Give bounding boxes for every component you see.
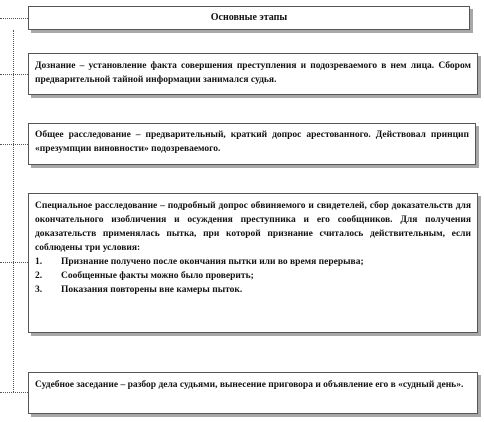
connector-vertical-line: [13, 30, 14, 392]
list-item-text: Показания повторены вне камеры пыток.: [61, 285, 243, 295]
list-item-number: 2.: [35, 271, 43, 281]
stage-text: Судебное заседание – разбор дела судьями, вынесение приговора и объявление его в «судный день».: [35, 380, 464, 390]
connector-line-stage-1: [0, 74, 28, 75]
connector-line-stage-4: [0, 392, 28, 393]
connector-line-stage-3: [0, 262, 28, 263]
list-item-number: 1.: [35, 257, 43, 267]
stage-text: Специальное расследование – подробный допрос обвиняемого и свидетелей, сбор доказательств для окончательного изобличения и осуждения преступника и его сообщников. Для получения доказательств применялась пытка, при которой признание считалось действительным, если соблюдены три условия:: [35, 201, 471, 253]
header-box: [28, 6, 470, 30]
list-item-text: Признание получено после окончания пытки или во время перерыва;: [61, 257, 364, 267]
list-item: [35, 283, 471, 297]
stage-box-court-session: [28, 372, 478, 414]
list-item-number: 3.: [35, 285, 43, 295]
connector-line-stage-2: [0, 144, 28, 145]
stage-text: Дознание – установление факта совершения преступления и подозреваемого в нем лица. Сбором предварительной тайной информации занимался судья.: [35, 61, 471, 85]
list-item: [35, 255, 471, 269]
stage-text: Общее расследование – предварительный, краткий допрос арестованного. Действовал принцип «презумпции виновности» подозреваемого.: [35, 130, 469, 154]
list-item: [35, 269, 471, 283]
conditions-list: [35, 255, 471, 297]
stage-box-general-investigation: [28, 123, 476, 165]
stage-box-special-investigation: [28, 193, 478, 333]
stage-box-inquiry: [28, 53, 478, 95]
header-title: Основные этапы: [210, 12, 288, 23]
connector-line-header: [0, 18, 28, 19]
list-item-text: Сообщенные факты можно было проверить;: [61, 271, 254, 281]
